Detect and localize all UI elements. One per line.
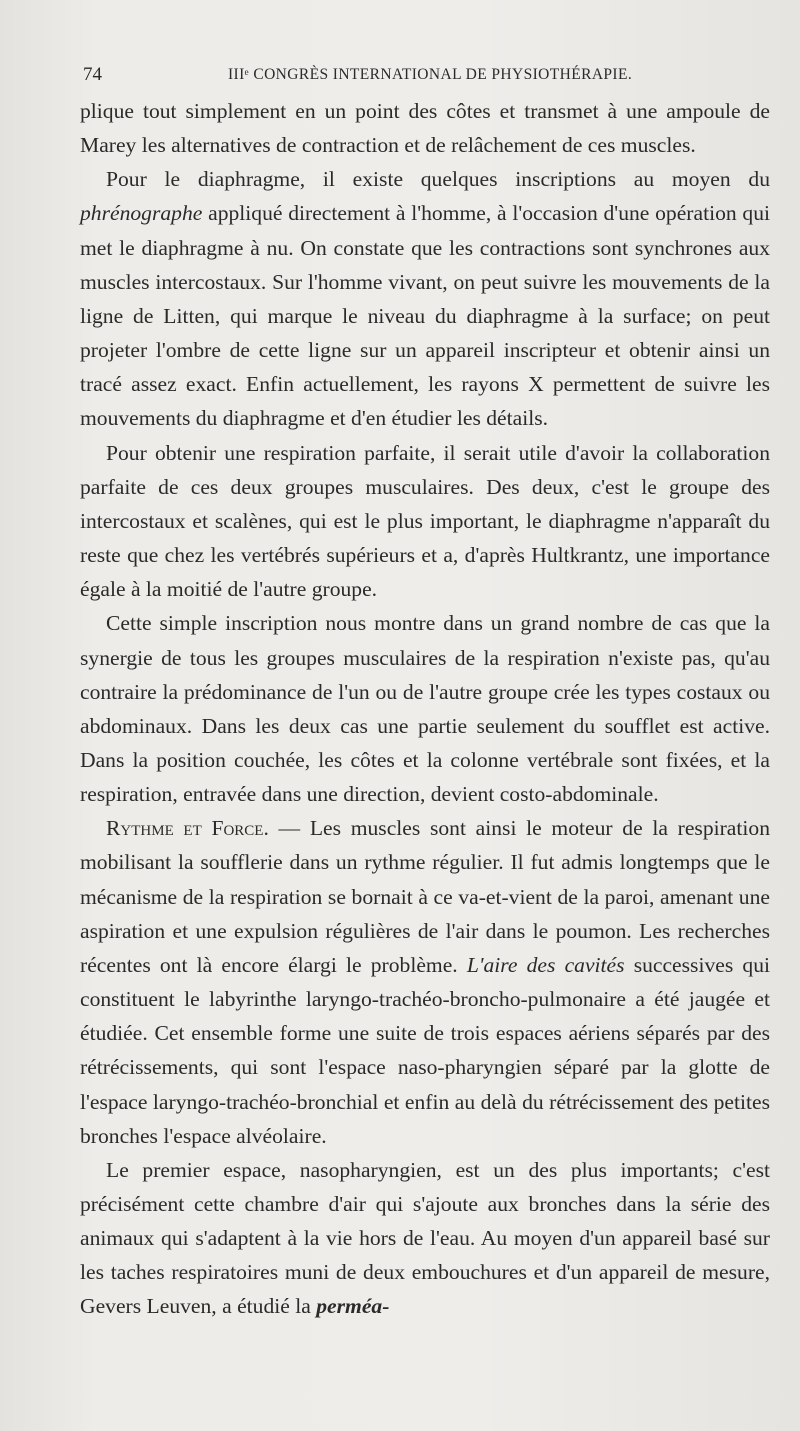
paragraph-4: [80, 606, 770, 811]
italic-term: L'aire des cavités: [466, 952, 625, 977]
paragraph-text: Le premier espace, nasopharyngien, est un des plus importants; c'est précisément cette chambre d'air qui s'ajoute aux bronches dans la série des animaux qui s'adaptent à la vie hors de l'eau. Au moyen d'un appareil basé sur les taches respiratoires muni de deux embouchures et d'un appareil de mesure, Gevers Leuven, a étudié la: [80, 1157, 770, 1319]
italic-term: perméa-: [316, 1294, 390, 1319]
paragraph-text: Pour le diaphragme, il existe quelques inscriptions au moyen du: [106, 167, 770, 192]
italic-term: phrénographe: [80, 201, 203, 226]
section-heading: Rythme et Force.: [106, 816, 269, 841]
running-title: IIIᵉ CONGRÈS INTERNATIONAL DE PHYSIOTHÉRAPIE.: [228, 66, 633, 83]
paragraph-text: — Les muscles sont ainsi le moteur de la respiration mobilisant la soufflerie dans un rythme régulier. Il fut admis longtemps que le mécanisme de la respiration se bornait à ce va-et-vient de la paroi, amenant une aspiration et une expulsion régulières de l'air dans le poumon. Les recherches récentes ont là encore élargi le problème.: [80, 816, 770, 977]
paragraph-5: [80, 811, 770, 1153]
paragraph-text: appliqué directement à l'homme, à l'occasion d'une opération qui met le diaphragme à nu. On constate que les contractions sont synchrones aux muscles intercostaux. Sur l'homme vivant, on peut suivre les mouvements de la ligne de Litten, qui marque le niveau du diaphragme à la surface; on peut projeter l'ombre de cette ligne sur un appareil inscripteur et obtenir ainsi un tracé assez exact. Enfin actuellement, les rayons X permettent de suivre les mouvements du diaphragme et d'en étudier les détails.: [80, 201, 770, 431]
paragraph-3: [80, 436, 770, 607]
paragraph-1: [80, 94, 770, 162]
paragraph-2: [80, 162, 770, 435]
page-header: [80, 64, 780, 90]
paragraph-text: plique tout simplement en un point des côtes et transmet à une ampoule de Marey les alternatives de contraction et de relâchement de ces muscles.: [80, 99, 770, 158]
paragraph-text: Pour obtenir une respiration parfaite, il serait utile d'avoir la collaboration parfaite de ces deux groupes musculaires. Des deux, c'est le groupe des intercostaux et scalènes, qui est le plus important, le diaphragme n'apparaît du reste que chez les vertébrés supérieurs et a, d'après Hultkrantz, une importance égale à la moitié de l'autre groupe.: [80, 440, 770, 602]
paragraph-text: Cette simple inscription nous montre dans un grand nombre de cas que la synergie de tous les groupes musculaires de la respiration n'existe pas, qu'au contraire la prédominance de l'un ou de l'autre groupe crée les types costaux ou abdominaux. Dans les deux cas une partie seulement du soufflet est active. Dans la position couchée, les côtes et la colonne vertébrale sont fixées, et la respiration, entravée dans une direction, devient costo-abdominale.: [80, 611, 770, 807]
page-number: 74: [83, 64, 102, 85]
body-text: [80, 94, 770, 1324]
paragraph-6: [80, 1153, 770, 1324]
paragraph-text: successives qui constituent le labyrinthe laryngo-trachéo-broncho-pulmonaire a été jaugée et étudiée. Cet ensemble forme une suite de trois espaces aériens séparés par des rétrécissements, qui sont l'espace naso-pharyngien séparé par la glotte de l'espace laryngo-trachéo-bronchial et enfin au delà du rétrécissement des petites bronches l'espace alvéolaire.: [80, 952, 770, 1148]
